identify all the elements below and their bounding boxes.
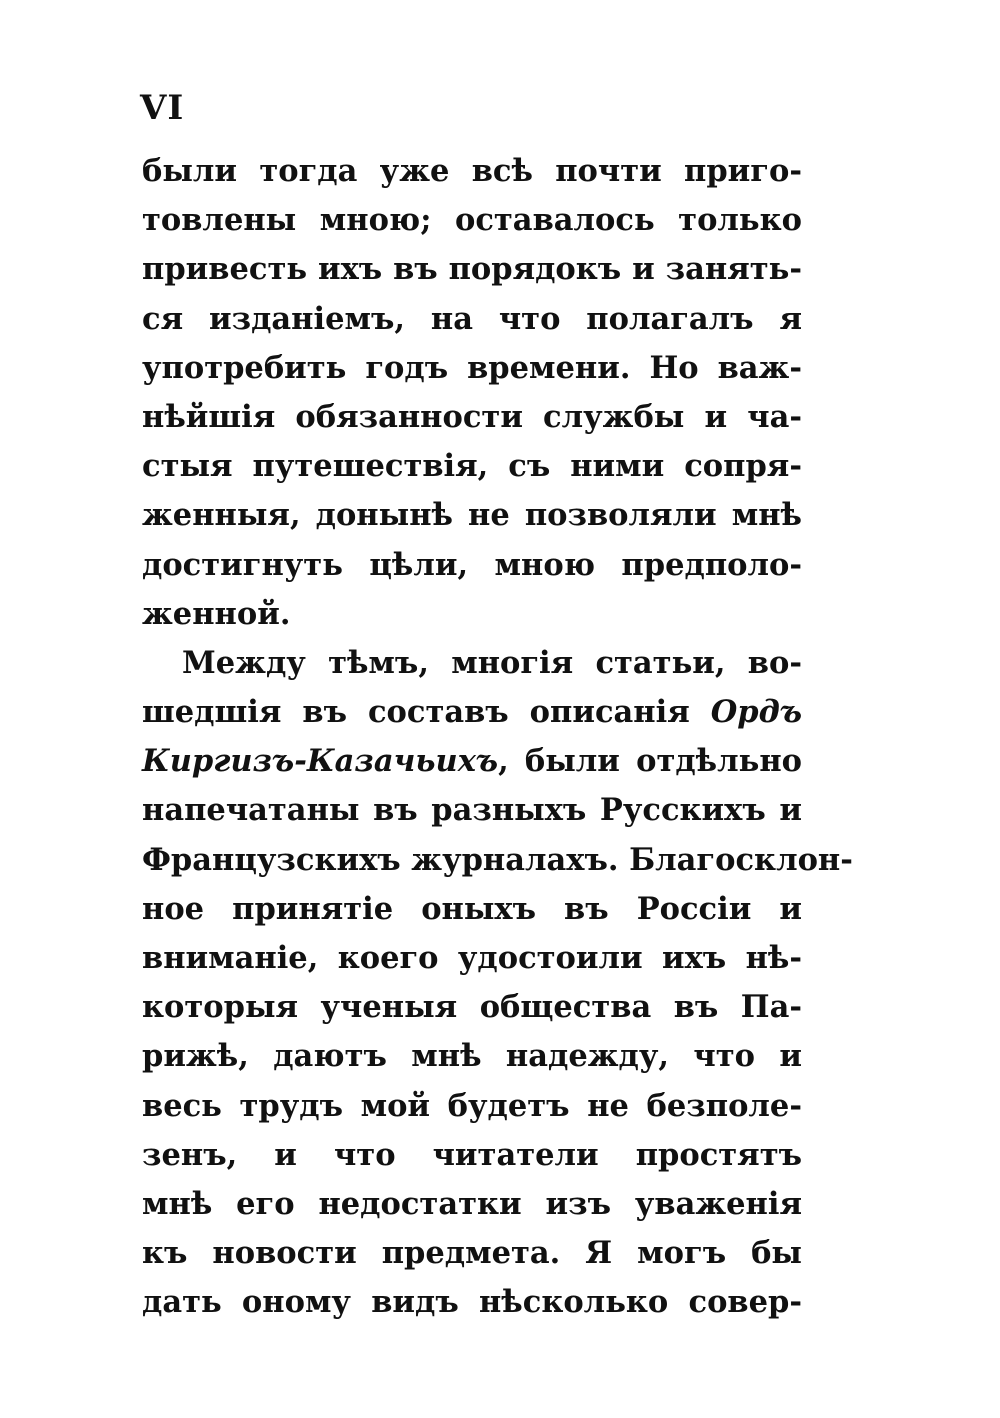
text-line xyxy=(142,688,802,737)
text-line: товлены мною; оставалось только xyxy=(142,202,802,239)
text-line: рижѣ, даютъ мнѣ надежду, что и xyxy=(142,1038,802,1075)
text-line: дать оному видъ нѣсколько совер- xyxy=(142,1284,802,1321)
text-line: привесть ихъ въ порядокъ и занять- xyxy=(142,251,802,288)
text-line: мнѣ его недостатки изъ уваженія xyxy=(142,1185,802,1222)
text-line: зенъ, и что читатели простятъ xyxy=(142,1136,802,1173)
text-line: Французскихъ журналахъ. Благосклон- xyxy=(142,841,853,878)
text-line: вниманіе, коего удостоили ихъ нѣ- xyxy=(142,940,802,976)
text-line: достигнуть цѣли, мною предполо- xyxy=(142,546,802,583)
text-line: весь трудъ мой будетъ не безполе- xyxy=(142,1087,802,1124)
text-line: Между тѣмъ, многія статьи, во- xyxy=(182,644,802,681)
text-line: напечатаны въ разныхъ Русскихъ и xyxy=(142,792,802,829)
body-text xyxy=(142,147,853,1328)
text-fragment: , были отдѣльно xyxy=(498,743,802,780)
text-line xyxy=(142,737,802,786)
text-line: нѣйшія обязанности службы и ча- xyxy=(142,398,802,435)
text-line: ное принятіе оныхъ въ Россіи и xyxy=(142,890,802,927)
text-line: были тогда уже всѣ почти приго- xyxy=(142,153,802,189)
text-line: женныя, донынѣ не позволяли мнѣ xyxy=(142,497,802,534)
text-line: ся изданіемъ, на что полагалъ я xyxy=(142,300,802,337)
page-number: VI xyxy=(140,88,185,128)
text-line: которыя ученыя общества въ Па- xyxy=(142,989,802,1026)
text-line: употребить годъ времени. Но важ- xyxy=(142,349,802,386)
text-line: стыя путешествія, съ ними сопря- xyxy=(142,448,802,485)
text-line: женной. xyxy=(142,595,291,632)
text-line: къ новости предмета. Я могъ бы xyxy=(142,1235,802,1272)
text-fragment: шедшія въ составъ описанія xyxy=(142,694,690,731)
italic-title-fragment: Киргизъ-Казачьихъ xyxy=(142,743,499,780)
italic-title-fragment: Ордъ xyxy=(710,694,802,731)
